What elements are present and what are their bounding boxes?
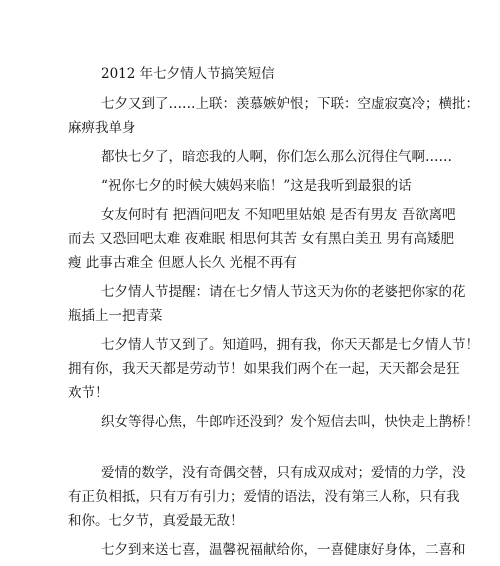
paragraph [68,92,479,140]
paragraph [68,333,479,405]
paragraph [68,461,466,533]
paragraph-line: 和你。七夕节，真爱最无敌！ [68,513,244,529]
paragraph-line: 女友何时有 把酒问吧友 不知吧里姑娘 是否有男友 吾欲离吧 [101,207,456,223]
paragraph-line: 织女等得心焦，牛郎咋还没到？发个短信去叫，快快走上鹊桥！ [101,414,479,430]
paragraph-line: 七夕情人节又到了。知道吗，拥有我，你天天都是七夕情人节！ [101,337,479,353]
paragraph-line: 七夕又到了……上联：羡慕嫉妒恨；下联：空虚寂寞冷；横批： [101,96,479,112]
blank-line [101,439,431,461]
paragraph [68,538,466,562]
paragraph-line: 拥有你，我天天都是劳动节！如果我们两个在一起，天天都会是狂 [68,361,460,377]
paragraph [68,145,452,169]
paragraph [68,280,466,328]
paragraph-line: 瘦 此事古难全 但愿人长久 光棍不再有 [68,255,297,271]
paragraph-line: 有正负相抵，只有万有引力；爱情的语法，没有第三人称，只有我 [68,489,460,505]
paragraph-line: 爱情的数学，没有奇偶交替，只有成双成对；爱情的力学，没 [101,465,466,481]
paragraph-line: 欢节！ [68,385,109,401]
paragraph-line: 都快七夕了，暗恋我的人啊，你们怎么那么沉得住气啊…… [101,149,452,165]
paragraph-line: 麻痹我单身 [68,120,136,136]
paragraph [68,203,456,275]
document-body [68,62,479,566]
paragraph-line: “祝你七夕的时候大姨妈来临！”这是我听到最狠的话 [101,178,412,194]
paragraph-line: 而去 又恐回吧太难 夜难眠 相思何其苦 女有黑白美丑 男有高矮肥 [68,231,454,247]
paragraph-line: 七夕到来送七喜，温馨祝福献给你，一喜健康好身体，二喜和 [101,542,466,558]
paragraph [68,410,479,434]
document-title: 2012 年七夕情人节搞笑短信 [101,66,275,82]
paragraph-line: 瓶插上一把青菜 [68,308,163,324]
paragraph-line: 七夕情人节提醒：请在七夕情人节这天为你的老婆把你家的花 [101,284,466,300]
paragraph [68,174,412,198]
